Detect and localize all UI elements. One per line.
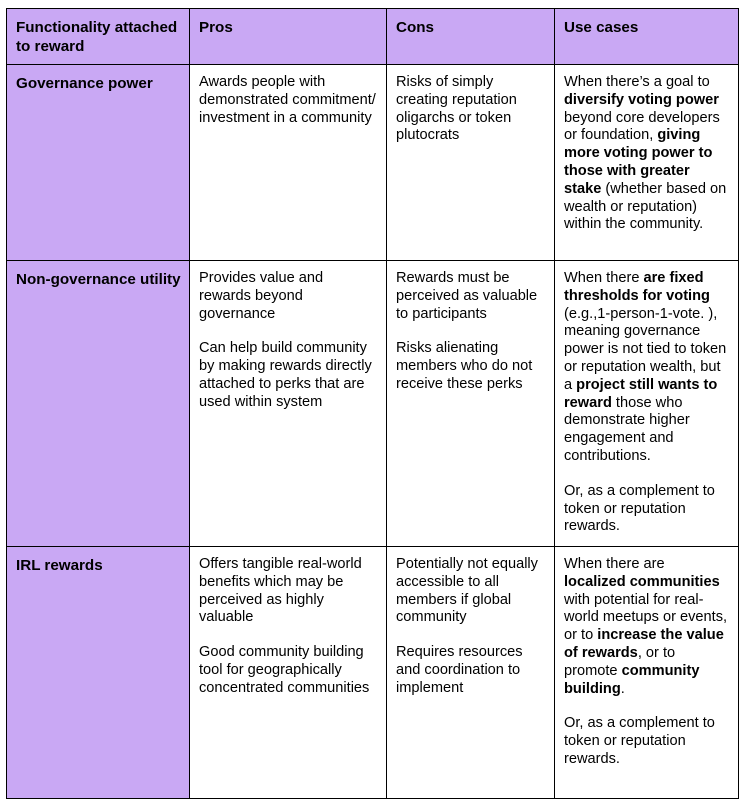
text-run: When there are bbox=[564, 556, 665, 572]
header-row bbox=[7, 9, 739, 65]
text-run: Or, as a complement to token or reputation rewards. bbox=[564, 482, 715, 535]
pros-cell bbox=[190, 261, 387, 547]
text-run-bold: diversify voting power bbox=[564, 91, 719, 108]
text-run-bold: increase the value of rewards bbox=[564, 627, 724, 661]
row-label: Governance power bbox=[7, 65, 190, 261]
text-run: , or to promote bbox=[564, 644, 676, 679]
text-run: with potential for real-world meetups or events, or to bbox=[564, 591, 728, 644]
pros-text: Good community building tool for geographically concentrated communities bbox=[199, 644, 370, 696]
table-row bbox=[7, 261, 739, 547]
pros-text: Provides value and rewards beyond governance bbox=[199, 270, 324, 322]
text-run: beyond core developers or foundation, bbox=[564, 109, 720, 144]
pros-text: Offers tangible real-world benefits which may be perceived as highly valuable bbox=[199, 556, 362, 626]
cons-text: Requires resources and coordination to implement bbox=[396, 644, 523, 696]
text-run: When there’s a goal to bbox=[564, 74, 710, 90]
row-label: Non-governance utility bbox=[7, 261, 190, 547]
cons-cell bbox=[387, 261, 555, 547]
reward-functionality-table bbox=[6, 8, 739, 799]
cons-cell bbox=[387, 547, 555, 799]
header-pros: Pros bbox=[190, 9, 387, 65]
use-cases-cell bbox=[555, 65, 739, 261]
text-run: Or, as a complement to token or reputation rewards. bbox=[564, 715, 715, 767]
text-run-bold: are fixed thresholds for voting bbox=[564, 270, 710, 304]
cons-text: Potentially not equally accessible to all members if global community bbox=[396, 556, 538, 626]
text-run: (whether based on wealth or reputation) within the community. bbox=[564, 180, 727, 233]
header-cons: Cons bbox=[387, 9, 555, 65]
cons-text: Risks alienating members who do not receive these perks bbox=[396, 340, 533, 392]
text-run-bold: localized communities bbox=[564, 573, 720, 590]
pros-text: Awards people with demonstrated commitment/ investment in a community bbox=[199, 74, 376, 126]
use-case-text bbox=[564, 556, 730, 698]
use-case-text bbox=[564, 715, 730, 768]
table-row bbox=[7, 547, 739, 799]
pros-cell bbox=[190, 547, 387, 799]
table-row bbox=[7, 65, 739, 261]
header-functionality: Functionality attached to reward bbox=[7, 9, 190, 65]
text-run-bold: giving more voting power to those with greater stake bbox=[564, 127, 713, 197]
use-cases-cell bbox=[555, 547, 739, 799]
header-use-cases: Use cases bbox=[555, 9, 739, 65]
row-label: IRL rewards bbox=[7, 547, 190, 799]
text-run: those who demonstrate higher engagement and contributions. bbox=[564, 394, 690, 464]
use-case-text bbox=[564, 74, 730, 234]
cons-text: Risks of simply creating reputation oligarchs or token plutocrats bbox=[396, 74, 517, 144]
text-run: (e.g.,1-person-1-vote. ), meaning governance power is not tied to token or reputation wealth, but a bbox=[564, 305, 727, 393]
text-run: When there bbox=[564, 270, 644, 286]
use-case-text bbox=[564, 270, 730, 466]
text-run: . bbox=[620, 680, 625, 697]
text-run-bold: community building bbox=[564, 662, 700, 697]
use-cases-cell bbox=[555, 261, 739, 547]
pros-text: Can help build community by making rewards directly attached to perks that are used within system bbox=[199, 340, 372, 410]
use-case-text bbox=[564, 483, 730, 536]
text-run-bold: project still wants to reward bbox=[564, 376, 718, 411]
cons-text: Rewards must be perceived as valuable to participants bbox=[396, 270, 538, 322]
pros-cell bbox=[190, 65, 387, 261]
cons-cell bbox=[387, 65, 555, 261]
